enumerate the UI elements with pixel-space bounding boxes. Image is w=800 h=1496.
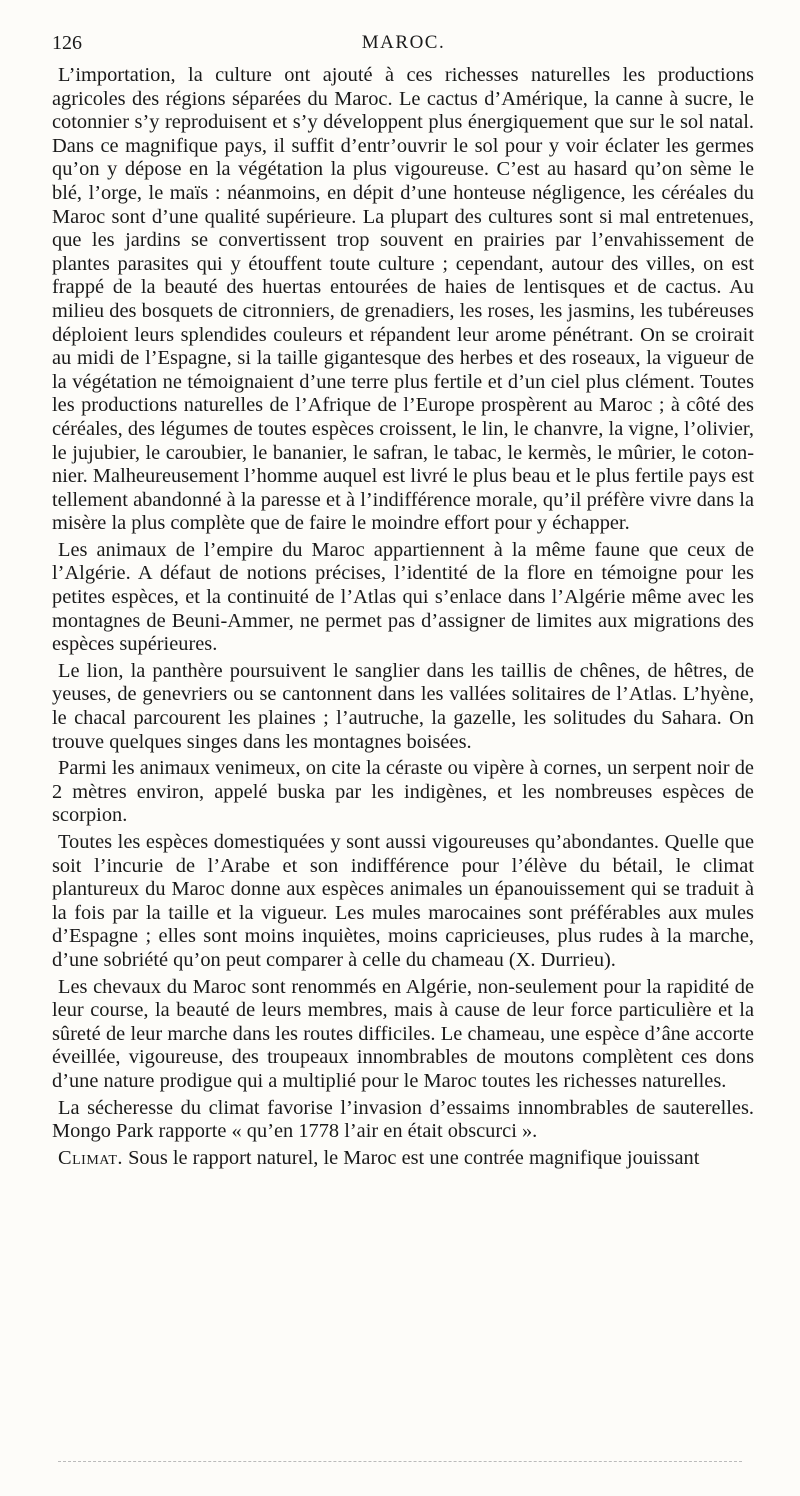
paragraph-fauna: Les animaux de l’empire du Maroc appartiennent à la même faune que ceux de l’Algérie. A défaut de notions précises, l’identité de la flore en témoigne pour les petites espèces, et la continuité de l’Atlas qui s’enlace dans l’Algérie même avec les montagnes de Beuni-Ammer, ne permet pas d’assigner de limites aux migrations des espèces supérieures. (52, 538, 754, 656)
paragraph-vegetation: L’importation, la culture ont ajouté à ces richesses naturelles les productions agricoles des régions séparées du Maroc. Le cactus d’Amérique, la canne à sucre, le cotonnier s’y reproduisent et s’y développent plus énergiquement que sur le sol natal. Dans ce magnifique pays, il suffit d’entr’ouvrir le sol pour y voir éclater les germes qu’on y dépose en la végétation la plus vigoureuse. C’est au hasard qu’on sème le blé, l’orge, le maïs : néanmoins, en dépit d’une honteuse négligence, les céréales du Maroc sont d’une qualité supérieure. La plupart des cultures sont si mal entretenues, que les jardins se convertissent trop souvent en prairies par l’envahissement de plantes parasites qui y étouffent toute culture ; cependant, autour des villes, on est frappé de la beauté des huertas entourées de haies de lentisques et de cactus. Au milieu des bosquets de citronniers, de grenadiers, les roses, les jasmins, les tubéreuses déploient leurs splendides couleurs et répandent leur arome pénétrant. On se croirait au midi de l’Espagne, si la taille gigantesque des herbes et des roseaux, la vigueur de la végétation ne témoignaient d’une terre plus fertile et d’un ciel plus clément. Toutes les productions naturelles de l’Afrique de l’Europe prospèrent au Maroc ; à côté des céréales, des légumes de toutes espèces croissent, le lin, le chanvre, la vigne, l’olivier, le jujubier, le caroubier, le bananier, le safran, le tabac, le kermès, le mûrier, le cotonnier. Malheureusement l’homme auquel est livré le plus beau et le plus fertile pays est tellement abandonné à la paresse et à l’indifférence morale, qu’il préfère vivre dans la misère la plus complète que de faire le moindre effort pour y échapper. (52, 64, 754, 535)
paragraph-horses: Les chevaux du Maroc sont renommés en Algérie, non-seulement pour la rapidité de leur course, la beauté de leurs membres, mais à cause de leur force particulière et la sûreté de leur marche dans les routes difficiles. Le chameau, une espèce d’âne accorte éveillée, vigoureuse, des troupeaux innombrables de moutons complètent ces dons d’une nature prodigue qui a multiplié pour le Maroc toutes les richesses naturelles. (52, 975, 754, 1092)
paragraph-predators: Le lion, la panthère poursuivent le sanglier dans les taillis de chênes, de hêtres, de yeuses, de genevriers ou se cantonnent dans les vallées solitaires de l’Atlas. L’hyène, le chacal parcourent les plaines ; l’autruche, la gazelle, les solitudes du Sahara. On trouve quelques singes dans les montagnes boisées. (52, 659, 754, 753)
paragraph-climate (52, 1147, 754, 1171)
page-number: 126 (52, 32, 82, 54)
paragraph-locusts: La sécheresse du climat favorise l’invasion d’essaims innombrables de sauterelles. Mongo Park rapporte « qu’en 1778 l’air en était obscurci ». (52, 1096, 754, 1143)
body-text (52, 64, 754, 1173)
paragraph-domestic: Toutes les espèces domestiquées y sont aussi vigoureuses qu’abondantes. Quelle que soit l’incurie de l’Arabe et son indifférence pour l’élève du bétail, le climat plantureux du Maroc donne aux espèces animales un épanouissement qui se traduit à la fois par la taille et la vigueur. Les mules marocaines sont préférables aux mules d’Espagne ; elles sont moins inquiètes, moins capricieuses, plus rudes à la marche, d’une sobriété qu’on peut comparer à celle du chameau (X. Durrieu). (52, 831, 754, 971)
page-header (52, 24, 755, 54)
paragraph-venomous: Parmi les animaux venimeux, on cite la céraste ou vipère à cornes, un serpent noir de 2 mètres environ, appelé buska par les indigènes, et les nombreuses espèces de scorpion. (52, 757, 754, 827)
running-title: MAROC. (361, 32, 446, 53)
footer-rule (58, 1461, 742, 1462)
climate-text: Sous le rapport naturel, le Maroc est une contrée magnifique jouissant (122, 1146, 700, 1169)
section-label: Climat. (58, 1146, 123, 1169)
